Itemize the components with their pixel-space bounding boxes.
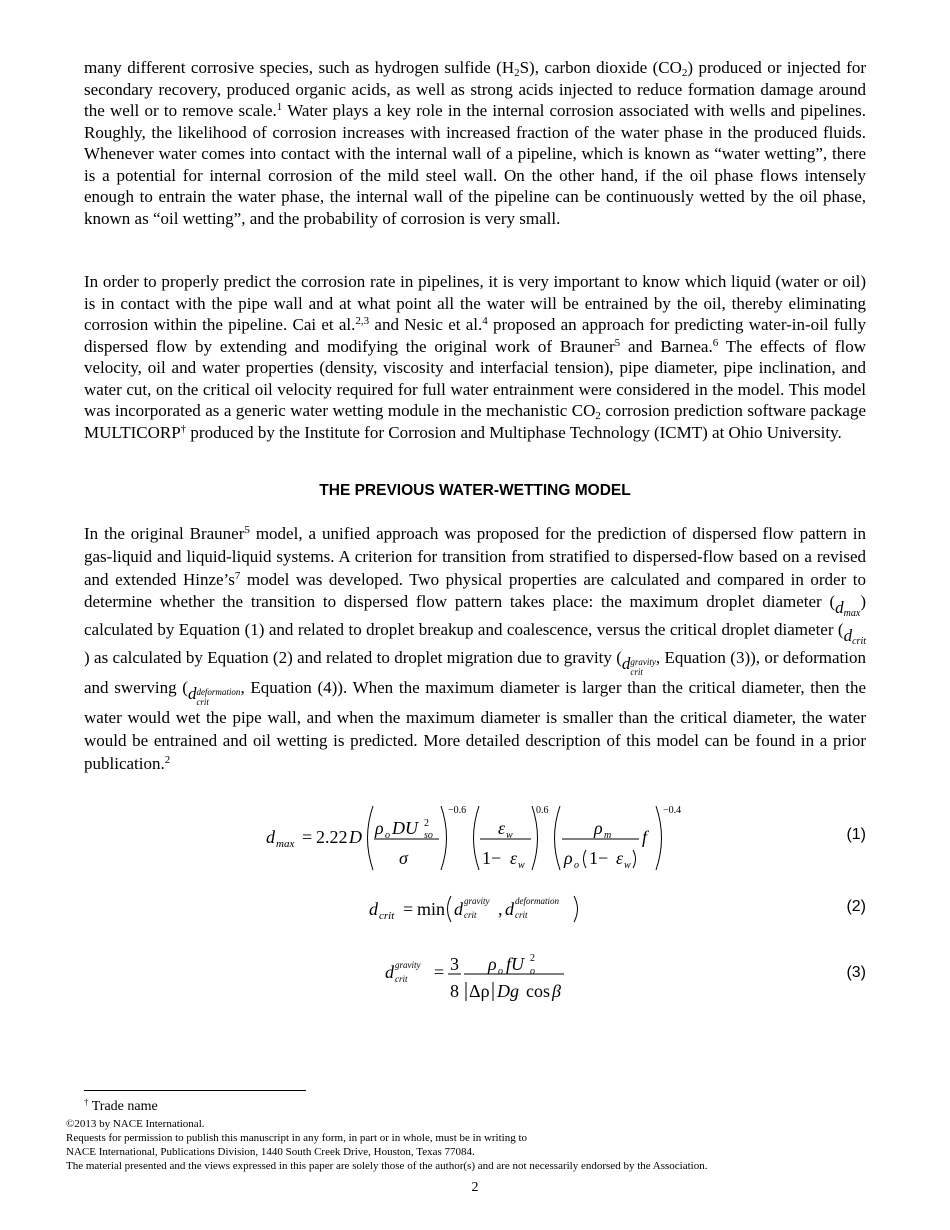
eq1-eps-den: ε xyxy=(510,848,518,868)
dmax-symbol: dmax xyxy=(835,598,861,620)
dagger-mark: † xyxy=(180,422,187,435)
eq1-D: D xyxy=(349,827,362,847)
eq2-min: min xyxy=(417,899,446,919)
eq1-rho-o: ρ xyxy=(375,818,384,838)
eq1-exp-3: −0.4 xyxy=(663,805,682,816)
eq1-eps: ε xyxy=(498,818,506,838)
dagger-mark: † xyxy=(84,1097,89,1107)
eq1-sub-m: m xyxy=(604,830,612,841)
dcrit-symbol: dcrit xyxy=(843,626,866,648)
eq1-f: f xyxy=(642,827,648,847)
citation-ref: 2 xyxy=(164,753,171,766)
eq3-rho-o: ρ xyxy=(488,954,497,974)
eq2-sub-crit-2: crit xyxy=(515,910,528,920)
paragraph-brauner-model: In the original Brauner$^5$ model, a unified approach was proposed for the prediction of dispersed flow pattern in gas-liquid and liquid-liquid systems. A criterion for transition from stratified to dispersed-flow based on a revised and extended $Hinze’s^7$ model was developed. Two physical properties are calculated and compared in order to determine whether the transition to dispersed flow pattern takes place: the maximum droplet diameter (dmax) calculated by Equation (1) and related to droplet breakup and coalescence, versus the critical droplet diameter (dcrit) as calculated by Equation (2) and related to droplet migration due to gravity (dgravity crit, Equation (3)), or deformation and swerving (ddeformation crit, Equation (4)). When the maximum diameter is larger than the critical diameter, then the water would wet the pipe wall, and when the maximum diameter is smaller than the critical diameter, the water would be entrained and oil wetting is predicted. More detailed description of this model can be found in a prior publication.$^2$ xyxy=(84,524,867,773)
eq1-one-minus: 1− xyxy=(482,848,502,868)
permission-line: Requests for permission to publish this manuscript in any form, in part or in whole, must be in writing to xyxy=(66,1132,528,1144)
dcrit-gravity-symbol: dgravity crit xyxy=(621,654,656,678)
eq2-sub-crit-1: crit xyxy=(464,910,477,920)
equation-2-number: (2) xyxy=(846,898,866,915)
eq2-paren-right xyxy=(574,896,578,922)
eq1-lhs-sub: max xyxy=(276,838,295,850)
page-number: 2 xyxy=(471,1180,479,1195)
citation-ref: 4 xyxy=(482,315,488,327)
eq1-rho-m: ρ xyxy=(594,818,603,838)
copyright-line: ©2013 by NACE International. xyxy=(66,1118,205,1130)
eq1-small-paren-left xyxy=(584,850,587,868)
eq1-small-paren-right xyxy=(633,850,636,868)
eq3-lhs: d xyxy=(385,962,394,982)
eq1-sub-w: w xyxy=(506,830,513,841)
eq1-paren-2-left xyxy=(474,806,480,870)
eq3-lhs-sup: gravity xyxy=(395,960,421,970)
paragraph-corrosive-species: many different corrosive species, such as hydrogen sulfide $(H_2S)$, carbon dioxide $(CO_2)$ produced or injected for secondary recovery, produced organic acids, as well as strong acids injected to reduce formation damage around the well or to remove scale.$^1$ Water plays a key role in the internal corrosion associated with wells and pipelines. Roughly, the likelihood of corrosion increases with increased fraction of the water phase in the produced fluids. Whenever water comes into contact with the internal wall of a pipeline, which is known as “water wetting”, there is a potential for internal corrosion of the mild steel wall. On the other hand, if the oil phase flows intensely enough to entrain the water phase, the internal wall of the pipeline can be continuously wetted by the oil phase, known as “oil wetting”, and the probability of corrosion is very small. xyxy=(84,58,867,228)
eq2-d-deformation: d xyxy=(505,899,514,919)
equation-3-number: (3) xyxy=(846,964,866,981)
eq3-eight: 8 xyxy=(450,981,459,1001)
eq2-lhs: d xyxy=(369,899,378,919)
eq3-fU: fU xyxy=(506,954,524,974)
eq3-lhs-sub: crit xyxy=(395,974,408,984)
eq1-sub-w-den2: w xyxy=(624,860,631,871)
eq3-sup-2: 2 xyxy=(530,953,535,964)
eq1-sup-2: 2 xyxy=(424,818,429,829)
eq1-paren-1-left xyxy=(368,806,374,870)
eq3-cos: cos xyxy=(526,981,550,1001)
equation-1-formula xyxy=(84,800,866,876)
equation-1 xyxy=(84,800,866,876)
eq1-paren-3-right xyxy=(656,806,662,870)
eq2-equals: = xyxy=(403,899,414,919)
dcrit-deformation-symbol: ddeformation crit xyxy=(187,684,241,708)
eq3-Dg: Dg xyxy=(497,981,519,1001)
eq1-sub-o-den: o xyxy=(574,860,579,871)
eq2-sup-deformation: deformation xyxy=(515,896,559,906)
eq3-sub-o-2: o xyxy=(530,966,535,977)
address-line: NACE International, Publications Division, 1440 South Creek Drive, Houston, Texas 77084. xyxy=(66,1146,475,1158)
equation-1-number: (1) xyxy=(846,826,866,843)
eq1-DU: DU xyxy=(392,818,418,838)
eq1-eps-den2: ε xyxy=(616,848,624,868)
equation-2 xyxy=(84,888,866,928)
citation-ref: 5 xyxy=(244,524,250,536)
eq1-equals: = xyxy=(302,827,313,847)
citation-ref: 2,3 xyxy=(355,315,370,327)
eq3-three: 3 xyxy=(450,954,459,974)
eq1-lhs: d xyxy=(266,827,275,847)
footnote-separator xyxy=(84,1090,306,1091)
eq1-sigma: σ xyxy=(399,848,408,868)
eq3-equals: = xyxy=(434,962,445,982)
equation-3-formula xyxy=(84,946,866,1006)
eq1-one-minus-den: 1− xyxy=(589,848,609,868)
eq2-paren-left xyxy=(448,896,452,922)
eq1-sub-o: o xyxy=(385,830,390,841)
eq1-paren-1-right xyxy=(441,806,447,870)
citation-ref: 1 xyxy=(276,101,283,113)
eq1-coef: 2.22 xyxy=(316,827,348,847)
eq1-exp-2: 0.6 xyxy=(536,805,549,816)
eq1-paren-3-left xyxy=(555,806,561,870)
citation-ref: 6 xyxy=(712,336,719,349)
eq2-lhs-sub: crit xyxy=(379,910,395,922)
eq3-beta: β xyxy=(552,981,561,1001)
eq2-comma: , xyxy=(498,899,503,919)
section-heading: THE PREVIOUS WATER-WETTING MODEL xyxy=(319,482,631,499)
eq1-exp-1: −0.6 xyxy=(448,805,467,816)
eq3-delta-rho: Δρ xyxy=(469,981,490,1001)
eq2-sup-gravity: gravity xyxy=(464,896,490,906)
eq1-rho-o-den: ρ xyxy=(564,848,573,868)
eq1-sub-so: so xyxy=(424,830,433,841)
eq2-d-gravity: d xyxy=(454,899,463,919)
disclaimer-line: The material presented and the views expressed in this paper are solely those of the author(s) and are not necessarily endorsed by the Association. xyxy=(66,1160,708,1172)
citation-ref: 7 xyxy=(234,569,241,582)
footnote-trade-name: † Trade name xyxy=(84,1097,158,1114)
paragraph-prediction-approach: In order to properly predict the corrosion rate in pipelines, it is very important to know which liquid (water or oil) is in contact with the pipe wall and at what point all the water will be entrained by the oil, thereby eliminating corrosion within the pipeline. Cai et al.$^{2,3}$ and Nesic et al.$^4$ proposed an approach for predicting water-in-oil fully dispersed flow by extending and modifying the original work of Brauner$^5$ and Barnea.$^6$ The effects of flow velocity, oil and water properties (density, viscosity and interfacial tension), pipe diameter, pipe inclination, and water cut, on the critical oil velocity required for full water entrainment were considered in the model. This model was incorporated as a generic water wetting module in the mechanistic $CO_2$ corrosion prediction software package MULTICORP† produced by the Institute for Corrosion and Multiphase Technology (ICMT) at Ohio University. xyxy=(84,272,867,442)
eq1-sub-w-den: w xyxy=(518,860,525,871)
equation-2-formula xyxy=(84,888,866,928)
citation-ref: 5 xyxy=(614,336,621,349)
eq3-sub-o: o xyxy=(498,966,503,977)
equation-3 xyxy=(84,946,866,1006)
